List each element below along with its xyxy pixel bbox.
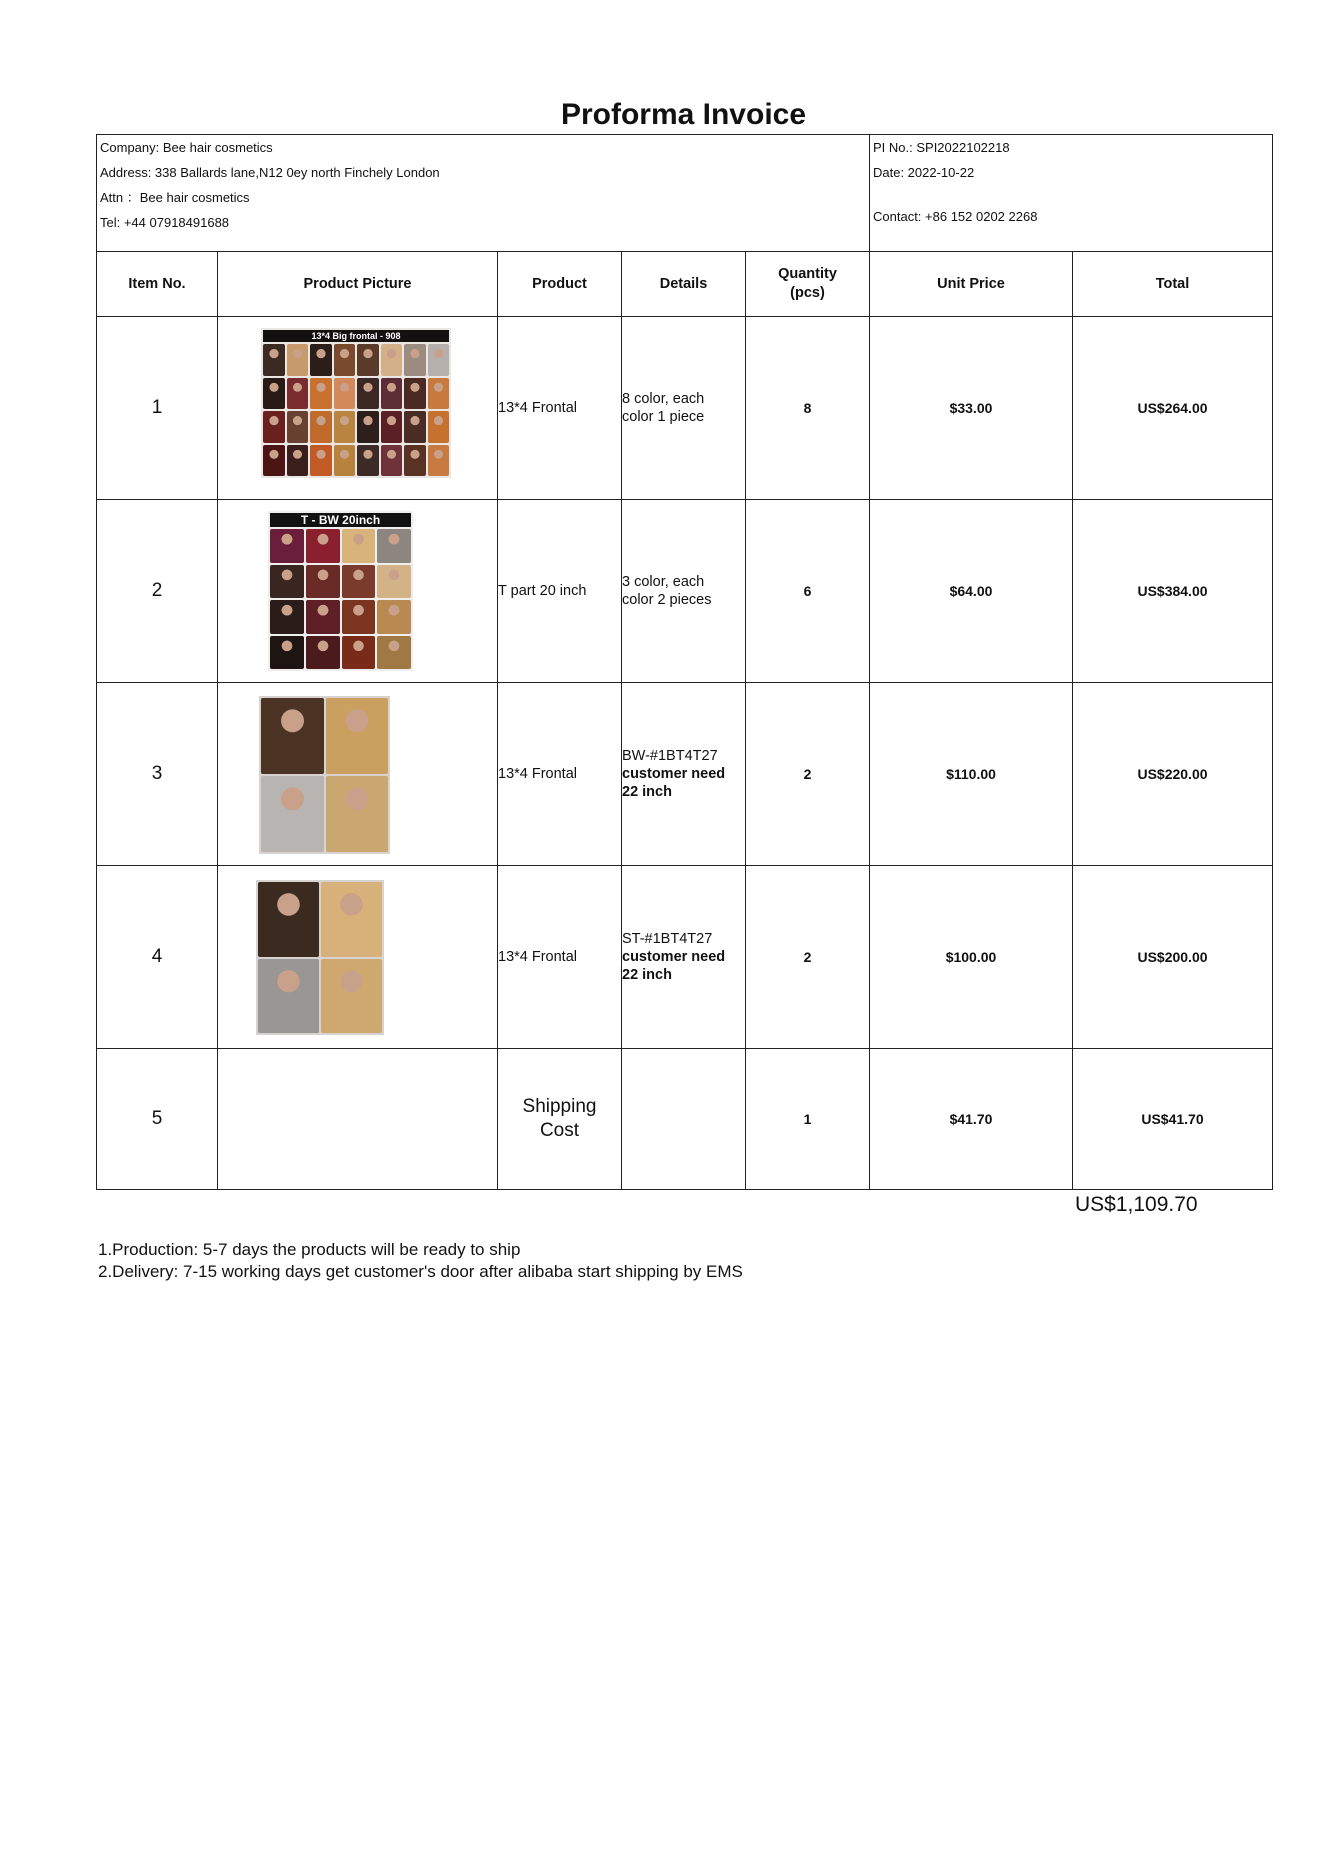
grand-total: US$1,109.70: [1075, 1193, 1198, 1216]
wig-photo-tile: [342, 529, 376, 563]
details-note: customer need: [622, 766, 726, 782]
unit-price: $33.00: [870, 317, 1073, 500]
details-line: color 2 pieces: [622, 592, 712, 608]
wig-photo-tile: [381, 378, 403, 410]
wig-photo-tile: [310, 344, 332, 376]
line-total: US$384.00: [1073, 500, 1273, 683]
invoice-header-info: [97, 135, 1273, 252]
product-name: [498, 1049, 622, 1190]
product-picture: [218, 866, 498, 1049]
product-details: [622, 317, 746, 500]
wig-photo-tile: [306, 600, 340, 634]
quantity: 2: [746, 683, 870, 866]
col-quantity-label: Quantity: [778, 266, 837, 282]
wig-photo-tile: [310, 445, 332, 477]
wig-photo-tile: [334, 344, 356, 376]
wig-photo-tile: [306, 565, 340, 599]
details-note: customer need: [622, 949, 726, 965]
product-picture: [218, 317, 498, 500]
details-line: 3 color, each: [622, 574, 705, 590]
buyer-info: [97, 135, 870, 252]
wig-photo-tile: [428, 411, 450, 443]
table-row: [97, 683, 1273, 866]
invoice-date: Date: 2022-10-22: [873, 165, 975, 180]
item-number: 3: [97, 683, 218, 866]
product-details: [622, 500, 746, 683]
wig-photo-tile: [428, 344, 450, 376]
wig-photo-tile: [326, 776, 389, 852]
table-row: [97, 317, 1273, 500]
wig-photo-tile: [287, 344, 309, 376]
seller-info: [870, 135, 1273, 252]
wig-photo-tile: [377, 529, 411, 563]
product-name: T part 20 inch: [498, 500, 622, 683]
wig-photo-tile: [377, 600, 411, 634]
product-name-line: Cost: [539, 1120, 580, 1141]
line-total: US$220.00: [1073, 683, 1273, 866]
col-total: Total: [1073, 252, 1273, 317]
col-item-no: Item No.: [97, 252, 218, 317]
image-caption: 13*4 Big frontal - 908: [263, 330, 449, 342]
wig-photo-tile: [428, 445, 450, 477]
buyer-tel: Tel: +44 07918491688: [100, 215, 230, 230]
product-name-line: Shipping: [522, 1096, 597, 1117]
unit-price: $100.00: [870, 866, 1073, 1049]
details-line: 8 color, each: [622, 391, 705, 407]
wig-photo-tile: [404, 411, 426, 443]
details-note: 22 inch: [622, 784, 672, 800]
wig-photo-tile: [334, 411, 356, 443]
buyer-attn: Attn ：Bee hair cosmetics: [100, 190, 250, 205]
unit-price: $64.00: [870, 500, 1073, 683]
wig-photo-tile: [261, 698, 324, 774]
line-total: US$41.70: [1073, 1049, 1273, 1190]
wig-photo-tile: [342, 600, 376, 634]
item-number: 4: [97, 866, 218, 1049]
line-total: US$200.00: [1073, 866, 1273, 1049]
quantity: 1: [746, 1049, 870, 1190]
product-picture: [218, 1049, 498, 1190]
wig-photo-tile: [258, 959, 319, 1034]
wig-photo-tile: [310, 378, 332, 410]
item-number: 2: [97, 500, 218, 683]
col-quantity: [746, 252, 870, 317]
product-details: [622, 683, 746, 866]
wig-photo-tile: [263, 378, 285, 410]
pi-number: PI No.: SPI2022102218: [873, 140, 1010, 155]
wig-photo-tile: [306, 636, 340, 670]
wig-photo-tile: [342, 636, 376, 670]
product-details: [622, 1049, 746, 1190]
col-unit-price: Unit Price: [870, 252, 1073, 317]
note-production: 1.Production: 5-7 days the products will be ready to ship: [98, 1240, 521, 1259]
quantity: 8: [746, 317, 870, 500]
details-note: 22 inch: [622, 967, 672, 983]
wig-photo-tile: [377, 565, 411, 599]
wig-photo-tile: [404, 445, 426, 477]
wig-photo-tile: [381, 411, 403, 443]
seller-contact: Contact: +86 152 0202 2268: [873, 209, 1038, 224]
wig-photo-tile: [263, 411, 285, 443]
wig-photo-tile: [381, 344, 403, 376]
product-picture: [218, 500, 498, 683]
col-details: Details: [622, 252, 746, 317]
wig-photo-tile: [287, 411, 309, 443]
product-details: [622, 866, 746, 1049]
wig-photo-tile: [357, 378, 379, 410]
page-title: Proforma Invoice: [560, 98, 807, 131]
column-headers: [97, 252, 1273, 317]
product-name: 13*4 Frontal: [498, 317, 622, 500]
wig-photo-tile: [263, 445, 285, 477]
wig-photo-tile: [404, 344, 426, 376]
product-name: 13*4 Frontal: [498, 866, 622, 1049]
wig-photo-tile: [334, 378, 356, 410]
wig-photo-tile: [306, 529, 340, 563]
wig-photo-tile: [357, 445, 379, 477]
wig-photo-tile: [263, 344, 285, 376]
invoice-table: [96, 134, 1273, 1190]
buyer-company: Company: Bee hair cosmetics: [100, 140, 273, 155]
wig-photo-tile: [342, 565, 376, 599]
wig-photo-tile: [334, 445, 356, 477]
note-delivery: 2.Delivery: 7-15 working days get customer's door after alibaba start shipping by EMS: [98, 1262, 743, 1281]
product-image: [256, 880, 384, 1035]
wig-photo-tile: [310, 411, 332, 443]
col-product-picture: Product Picture: [218, 252, 498, 317]
buyer-address: Address: 338 Ballards lane,N12 0ey north Finchely London: [100, 165, 440, 180]
wig-photo-tile: [287, 445, 309, 477]
table-row: [97, 866, 1273, 1049]
details-line: ST-#1BT4T27: [622, 931, 713, 947]
wig-photo-tile: [270, 529, 304, 563]
item-number: 5: [97, 1049, 218, 1190]
details-line: color 1 piece: [622, 409, 705, 425]
wig-photo-tile: [258, 882, 319, 957]
wig-photo-tile: [357, 344, 379, 376]
col-quantity-unit: (pcs): [790, 285, 825, 301]
product-image: [259, 696, 390, 854]
product-image: [261, 328, 451, 478]
terms-notes: [98, 1239, 743, 1283]
line-total: US$264.00: [1073, 317, 1273, 500]
wig-photo-tile: [270, 636, 304, 670]
wig-photo-tile: [381, 445, 403, 477]
wig-photo-tile: [270, 565, 304, 599]
item-number: 1: [97, 317, 218, 500]
details-line: BW-#1BT4T27: [622, 748, 718, 764]
table-row: [97, 500, 1273, 683]
product-name: 13*4 Frontal: [498, 683, 622, 866]
col-product: Product: [498, 252, 622, 317]
wig-photo-tile: [321, 959, 382, 1034]
product-image: [268, 511, 413, 671]
unit-price: $41.70: [870, 1049, 1073, 1190]
wig-photo-tile: [357, 411, 379, 443]
wig-photo-tile: [270, 600, 304, 634]
image-caption: T - BW 20inch: [270, 513, 411, 527]
wig-photo-tile: [404, 378, 426, 410]
wig-photo-tile: [326, 698, 389, 774]
wig-photo-tile: [287, 378, 309, 410]
quantity: 2: [746, 866, 870, 1049]
wig-photo-tile: [428, 378, 450, 410]
unit-price: $110.00: [870, 683, 1073, 866]
wig-photo-tile: [377, 636, 411, 670]
quantity: 6: [746, 500, 870, 683]
wig-photo-tile: [321, 882, 382, 957]
table-row: [97, 1049, 1273, 1190]
product-picture: [218, 683, 498, 866]
wig-photo-tile: [261, 776, 324, 852]
